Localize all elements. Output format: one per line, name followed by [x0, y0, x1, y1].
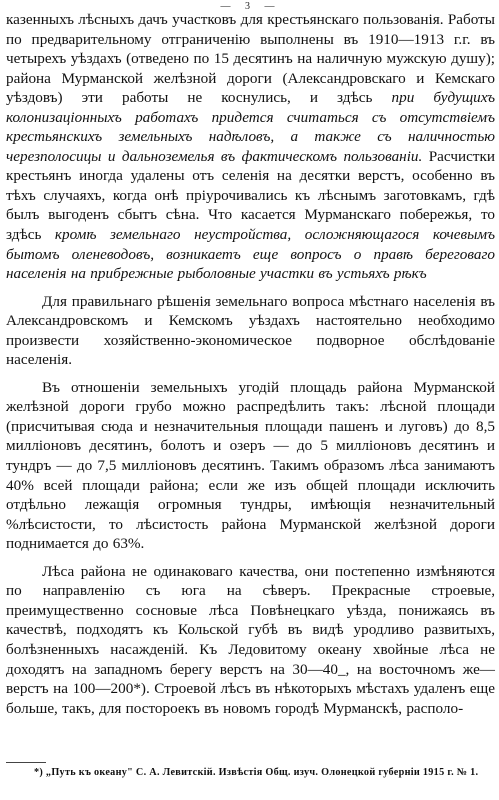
- text-segment: Въ отношеніи земельныхъ угодій площадь района Мурманской желѣзной дороги грубо можно распредѣлить такъ: лѣсной площади (присчитывая сюда и незначительныя площади пашенъ и луговъ) до 8,5 милліоновъ десятинъ, болотъ и озеръ — до 5 милліоновъ десятинъ и тундръ — до 7,5 милліоновъ десятинъ. Такимъ образомъ лѣса занимаютъ 40% всей площади района; если же изъ общей площади исключить отдѣльно лежащія огромныя тундры, имѣющія незначительный %лѣсистости, то лѣсистость района Мурманской желѣзной дороги поднимается до 63%.: [6, 378, 495, 553]
- document-page: [6, 0, 495, 800]
- italic-segment: кромѣ земельнаго неустройства, осложняющагося кочевымъ бытомъ оленеводовъ, возникаетъ еще вопросъ о правѣ береговаго населенія на прибрежные рыболовные участки въ устьяхъ рѣкъ: [6, 226, 495, 283]
- text-segment: Лѣса района не одинаковаго качества, они постепенно измѣняются по направленію съ юга на сѣверъ. Прекрасные строевые, преимущественно сосновые лѣса Повѣнецкаго уѣзда, понижаясь въ качествѣ, подходятъ къ Кольской губѣ въ видѣ уродливо развитыхъ, болѣзненныхъ насажденій. Къ Ледовитому океану хвойные лѣса не доходятъ на западномъ берегу верстъ на 30—40_, на восточномъ же—верстъ на 100—200*). Строевой лѣсъ въ нѣкоторыхъ мѣстахъ удаленъ еще больше, такъ, для постороекъ въ новомъ городѣ Мурманскѣ, располо-: [6, 562, 495, 717]
- text-segment: казенныхъ лѣсныхъ дачъ участковъ для крестьянскаго пользованія. Работы по предварительному отграниченію выполнены въ 1910—1913 г.г. въ четырехъ уѣздахъ (отведено по 15 десятинъ на наличную мужскую душу); района Мурманской желѣзной дороги (Александровскаго и Кемскаго уѣздовъ) эти работы не коснулись, и здѣсь: [6, 11, 495, 107]
- body-text: [6, 10, 495, 718]
- paragraph-3: [6, 378, 495, 554]
- paragraph-2: [6, 292, 495, 370]
- text-segment: Расчистки крестьянъ иногда удалены отъ селенія на десятки верстъ, особенно въ тѣхъ случаяхъ, когда онѣ пріурочивались къ лѣснымъ заготовкамъ, гдѣ былъ выгоденъ сбытъ сѣна. Что касается Мурманскаго побережья, то здѣсь: [6, 147, 495, 244]
- text-segment: Для правильнаго рѣшенія земельнаго вопроса мѣстнаго населенія въ Александровскомъ и Кемскомъ уѣздахъ настоятельно необходимо произвести хозяйственно-экономическое подворное обслѣдованіе населенія.: [6, 292, 495, 369]
- footnote-text: *) „Путь къ океану" С. А. Левитскій. Извѣстія Общ. изуч. Олонецкой губерніи 1915 г. № 1.: [34, 767, 479, 778]
- paragraph-1: [6, 10, 495, 284]
- footnote-divider: [6, 762, 46, 763]
- page-number: — 3 —: [220, 1, 281, 12]
- footnote: [6, 765, 495, 780]
- italic-segment: при будущихъ колонизаціонныхъ работахъ придется считаться съ отсутствіемъ крестьянскихъ земельныхъ надѣловъ, а также съ наличностью черезполосицы и дальноземелья въ фактическомъ пользованіи.: [6, 89, 496, 165]
- paragraph-4: [6, 562, 495, 718]
